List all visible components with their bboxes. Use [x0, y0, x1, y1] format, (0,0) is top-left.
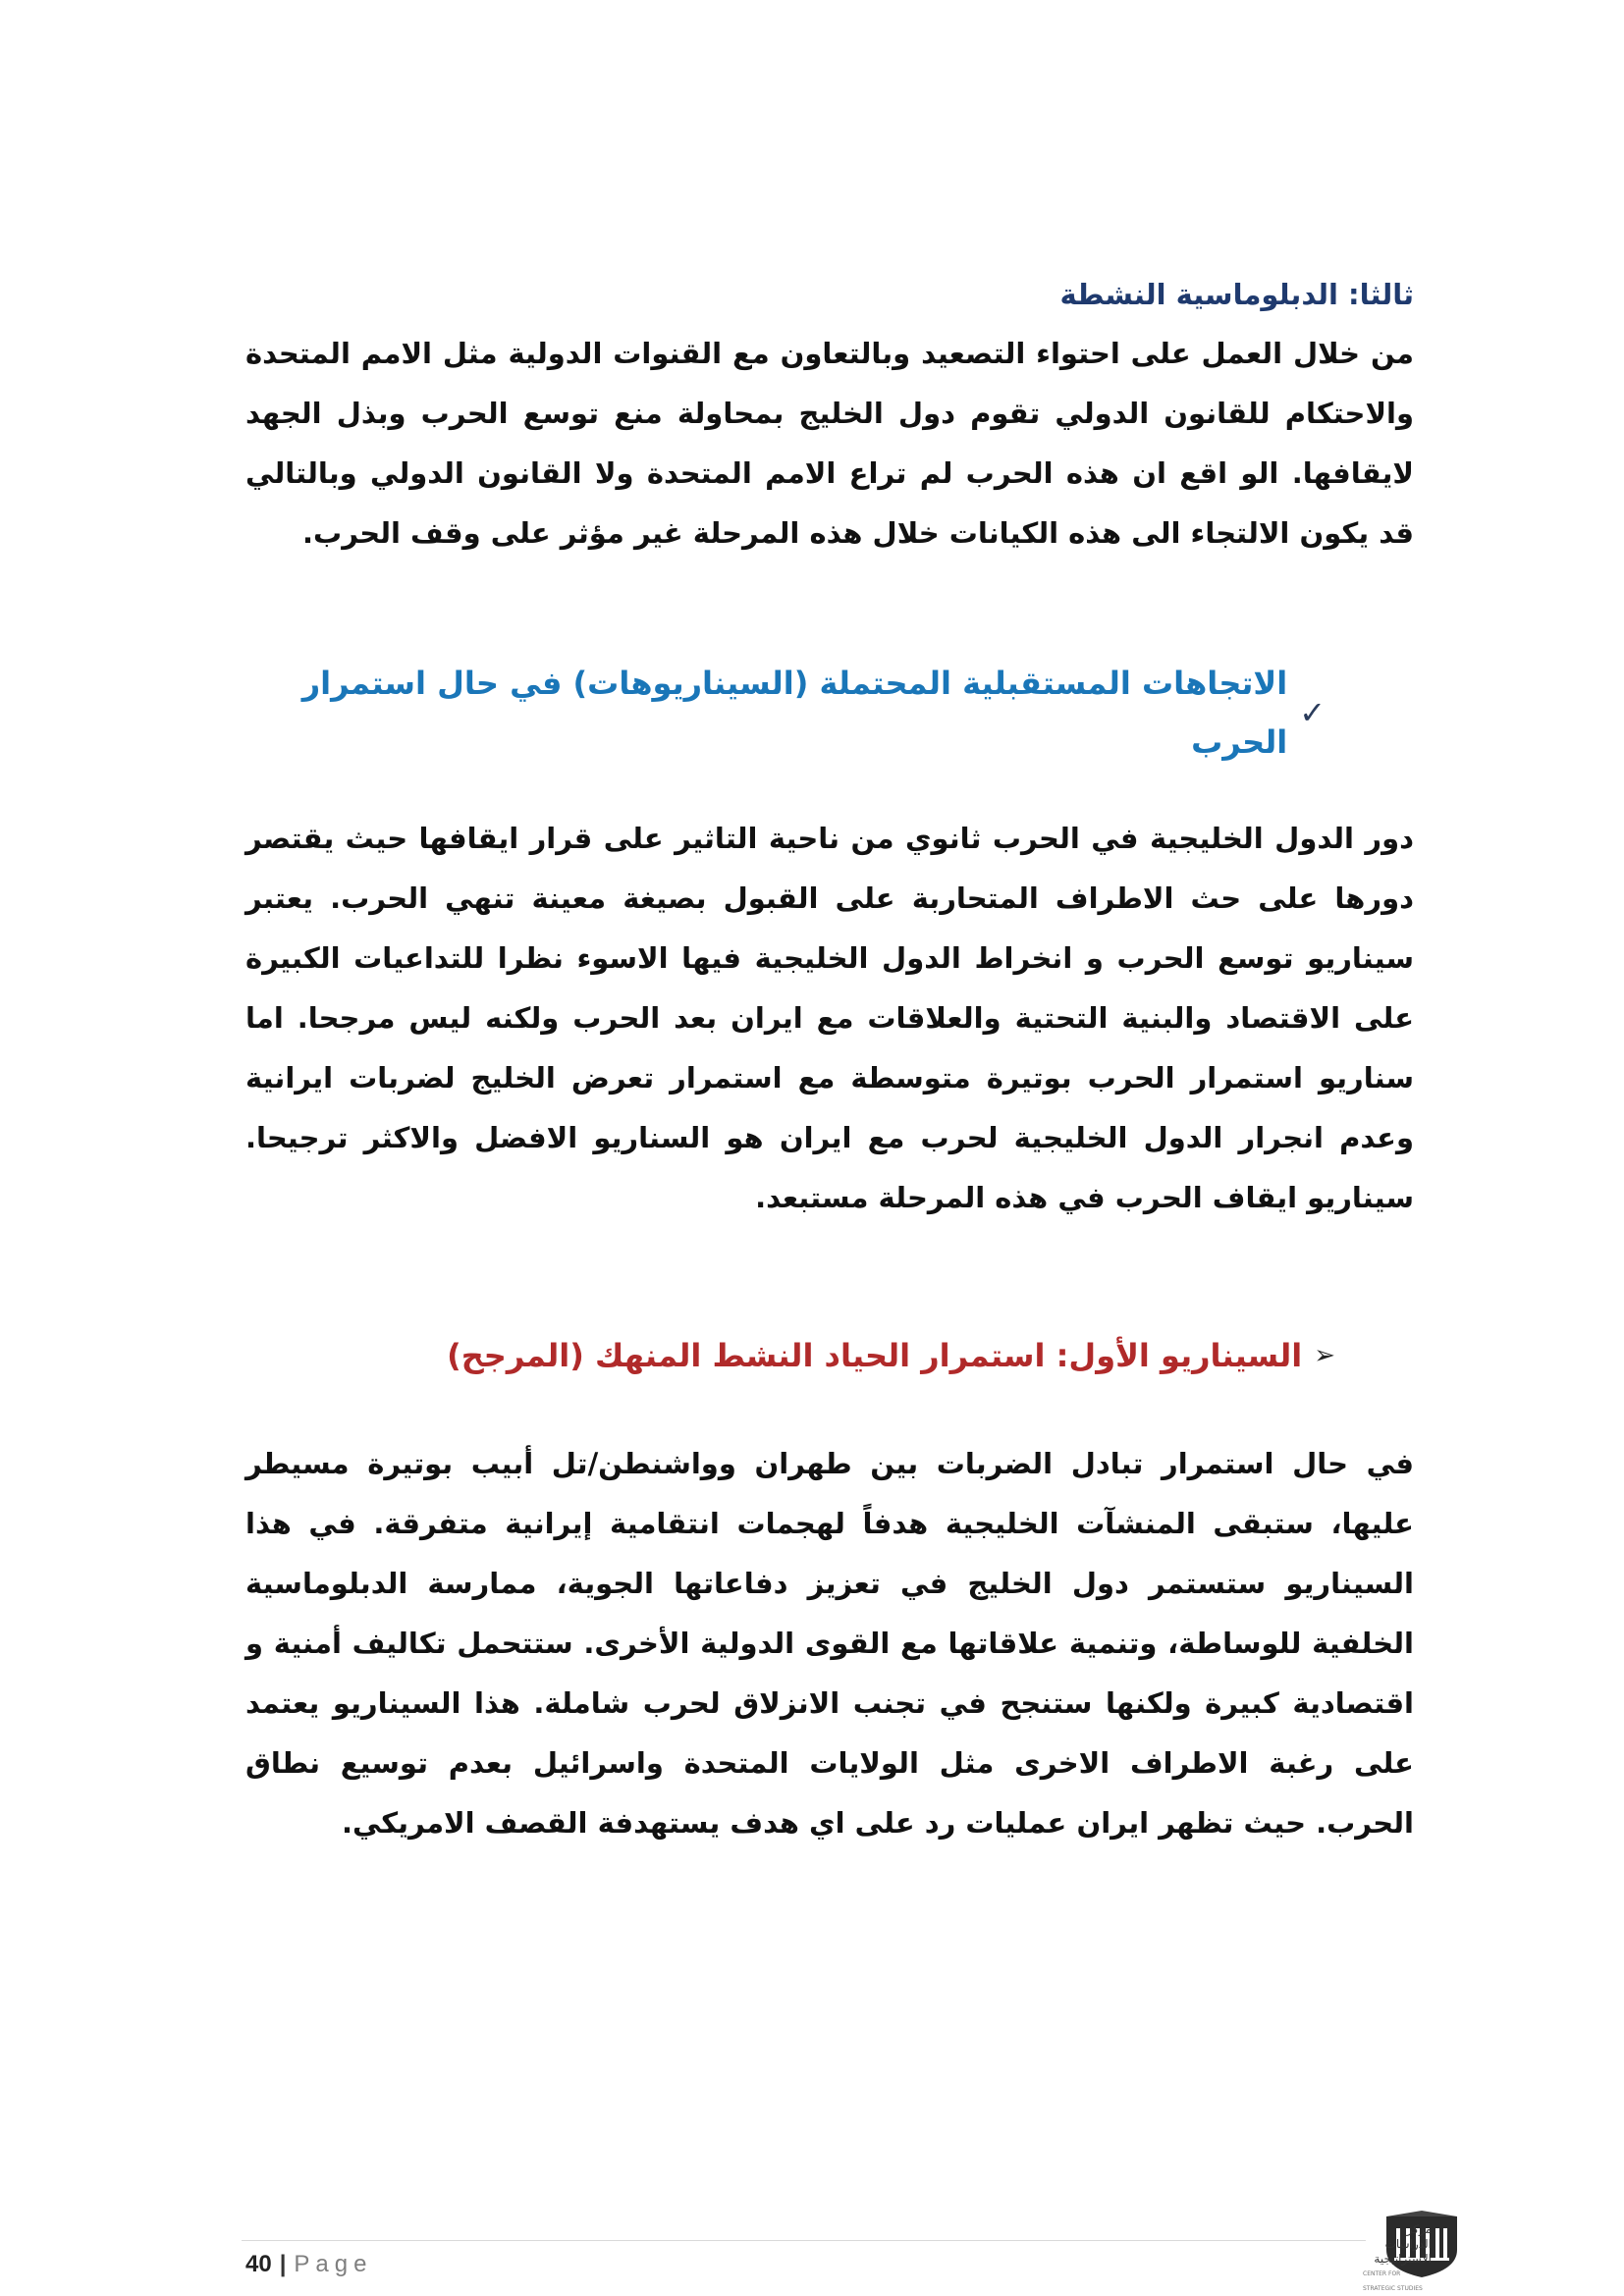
- section-heading-active-diplomacy: ثالثا: الدبلوماسية النشطة: [1059, 278, 1414, 311]
- logo-text-english: CENTER FOR STRATEGIC STUDIES: [1363, 2270, 1423, 2292]
- footer-separator: |: [279, 2251, 287, 2277]
- paragraph-scenario-one: في حال استمرار تبادل الضربات بين طهران وواشنطن/تل أبيب بوتيرة مسيطر عليها، ستبقى المنشآت الخليجية هدفاً لهجمات انتقامية إيرانية متفرقة. في هذا السيناريو ستستمر دول الخليج في تعزيز دفاعاتها الجوية، ممارسة الدبلوماسية الخلفية للوساطة، وتنمية علاقاتها مع القوى الدولية الأخرى. ستتحمل تكاليف أمنية و اقتصادية كبيرة ولكنها ستنجح في تجنب الانزلاق لحرب شاملة. هذا السيناريو يعتمد على رغبة الاطراف الاخرى مثل الولايات المتحدة واسرائيل بعدم توسيع نطاق الحرب. حيث تظهر ايران عمليات رد على اي هدف يستهدفة القصف الامريكي.: [245, 1447, 1414, 1840]
- page-content: [245, 265, 1414, 1853]
- footer-divider: [242, 2240, 1366, 2241]
- page-number: 40: [245, 2251, 272, 2277]
- logo-caption: [1363, 2222, 1432, 2296]
- paragraph-scenarios: دور الدول الخليجية في الحرب ثانوي من ناحية التاثير على قرار ايقافها حيث يقتصر دورها على حث الاطراف المتحاربة على القبول بصيغة معينة تنهي الحرب. يعتبر سيناريو توسع الحرب و انخراط الدول الخليجية فيها الاسوء نظرا للتداعيات الكبيرة على الاقتصاد والبنية التحتية والعلاقات مع ايران بعد الحرب ولكنه ليس مرجحا. اما سناريو استمرار الحرب بوتيرة متوسطة مع استمرار تعرض الخليج لضربات ايرانية وعدم انجرار الدول الخليجية لحرب مع ايران هو السناريو الافضل والاكثر ترجيحا. سيناريو ايقاف الحرب في هذه المرحلة مستبعد.: [245, 822, 1414, 1214]
- page-footer: [245, 2251, 372, 2278]
- logo-text-arabic: مركز الدراسات الاستراتيجية: [1374, 2222, 1432, 2266]
- scenarios-heading-text: الاتجاهات المستقبلية المحتملة (السيناريوهات) في حال استمرار الحرب: [301, 665, 1288, 761]
- scenario-one-heading-text: السيناريو الأول: استمرار الحياد النشط المنهك (المرجح): [447, 1337, 1303, 1374]
- paragraph-active-diplomacy: من خلال العمل على احتواء التصعيد وبالتعاون مع القنوات الدولية مثل الامم المتحدة والاحتكام للقانون الدولي تقوم دول الخليج بمحاولة منع توسع الحرب وبذل الجهد لايقافها. الو اقع ان هذه الحرب لم تراع الامم المتحدة ولا القانون الدولي وبالتالي قد يكون الالتجاء الى هذه الكيانات خلال هذه المرحلة غير مؤثر على وقف الحرب.: [245, 337, 1414, 550]
- section-heading-scenarios: [245, 654, 1414, 772]
- section-heading-scenario-one: [245, 1326, 1414, 1385]
- arrow-bullet-icon: ➢: [1314, 1341, 1335, 1370]
- check-icon: ✓: [1299, 694, 1326, 731]
- page-label: Page: [294, 2251, 373, 2277]
